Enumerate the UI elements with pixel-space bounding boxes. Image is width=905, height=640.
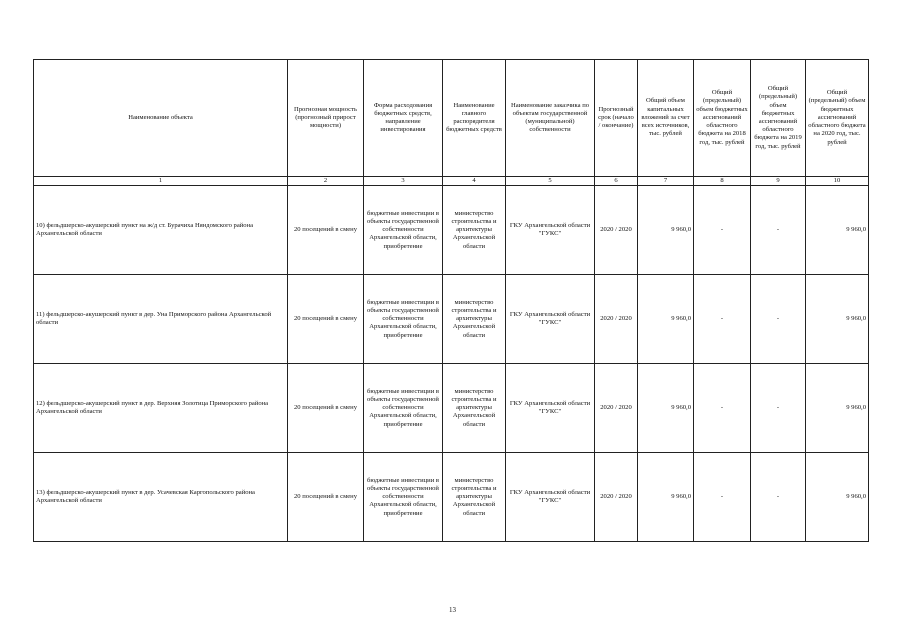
period: 2020 / 2020 [595,453,638,542]
total-investment: 9 960,0 [638,453,694,542]
header-spending-form: Форма расходования бюджетных средств, направление инвестирования [364,60,443,177]
capacity: 20 посещений в смену [288,453,364,542]
column-number: 8 [694,177,751,186]
object-name: 12) фельдшерско-акушерский пункт в дер. Верхняя Золотица Приморского района Архангельской области [34,364,288,453]
object-name: 10) фельдшерско-акушерский пункт на ж/д ст. Бурачиха Няндомского района Архангельской области [34,186,288,275]
budget-manager: министерство строительства и архитектуры Архангельской области [443,364,506,453]
customer: ГКУ Архангельской области "ГУКС" [506,453,595,542]
budget-2018: - [694,275,751,364]
budget-2019: - [751,453,806,542]
budget-2020: 9 960,0 [806,275,869,364]
header-object-name: Наименование объекта [34,60,288,177]
object-name: 13) фельдшерско-акушерский пункт в дер. Усачевская Каргопольского района Архангельской области [34,453,288,542]
capacity: 20 посещений в смену [288,186,364,275]
column-number-row [34,177,869,186]
column-number: 7 [638,177,694,186]
header-budget-2018: Общий (предельный) объем бюджетных ассигнований областного бюджета на 2018 год, тыс. рублей [694,60,751,177]
total-investment: 9 960,0 [638,186,694,275]
column-number: 5 [506,177,595,186]
budget-2019: - [751,186,806,275]
budget-2018: - [694,364,751,453]
column-number: 6 [595,177,638,186]
table-row [34,453,869,542]
column-number: 3 [364,177,443,186]
investment-objects-table [33,59,869,542]
budget-2018: - [694,453,751,542]
object-name: 11) фельдшерско-акушерский пункт в дер. Уна Приморского района Архангельской области [34,275,288,364]
column-number: 10 [806,177,869,186]
period: 2020 / 2020 [595,275,638,364]
period: 2020 / 2020 [595,186,638,275]
customer: ГКУ Архангельской области "ГУКС" [506,186,595,275]
budget-2020: 9 960,0 [806,186,869,275]
capacity: 20 посещений в смену [288,275,364,364]
budget-manager: министерство строительства и архитектуры Архангельской области [443,453,506,542]
budget-2019: - [751,364,806,453]
column-number: 2 [288,177,364,186]
table-row [34,364,869,453]
header-capacity: Прогнозная мощность (прогнозный прирост мощности) [288,60,364,177]
spending-form: бюджетные инвестиции в объекты государственной собственности Архангельской области, приобретение [364,453,443,542]
spending-form: бюджетные инвестиции в объекты государственной собственности Архангельской области, приобретение [364,275,443,364]
budget-2020: 9 960,0 [806,453,869,542]
spending-form: бюджетные инвестиции в объекты государственной собственности Архангельской области, приобретение [364,364,443,453]
header-budget-2019: Общий (предельный) объем бюджетных ассигнований областного бюджета на 2019 год, тыс. рублей [751,60,806,177]
page-number: 13 [449,606,456,614]
header-customer: Наименование заказчика по объектам государственной (муниципальной) собственности [506,60,595,177]
budget-2020: 9 960,0 [806,364,869,453]
customer: ГКУ Архангельской области "ГУКС" [506,275,595,364]
total-investment: 9 960,0 [638,364,694,453]
column-number: 1 [34,177,288,186]
column-number: 4 [443,177,506,186]
table-header-row [34,60,869,177]
period: 2020 / 2020 [595,364,638,453]
header-period: Прогнозный срок (начало / окончание) [595,60,638,177]
budget-2018: - [694,186,751,275]
header-budget-2020: Общий (предельный) объем бюджетных ассигнований областного бюджета на 2020 год, тыс. рублей [806,60,869,177]
table-row [34,186,869,275]
total-investment: 9 960,0 [638,275,694,364]
customer: ГКУ Архангельской области "ГУКС" [506,364,595,453]
budget-manager: министерство строительства и архитектуры Архангельской области [443,186,506,275]
budget-2019: - [751,275,806,364]
column-number: 9 [751,177,806,186]
table-row [34,275,869,364]
header-budget-manager: Наименование главного распорядителя бюджетных средств [443,60,506,177]
budget-manager: министерство строительства и архитектуры Архангельской области [443,275,506,364]
header-total-investment: Общий объем капитальных вложений за счет всех источников, тыс. рублей [638,60,694,177]
spending-form: бюджетные инвестиции в объекты государственной собственности Архангельской области, приобретение [364,186,443,275]
capacity: 20 посещений в смену [288,364,364,453]
